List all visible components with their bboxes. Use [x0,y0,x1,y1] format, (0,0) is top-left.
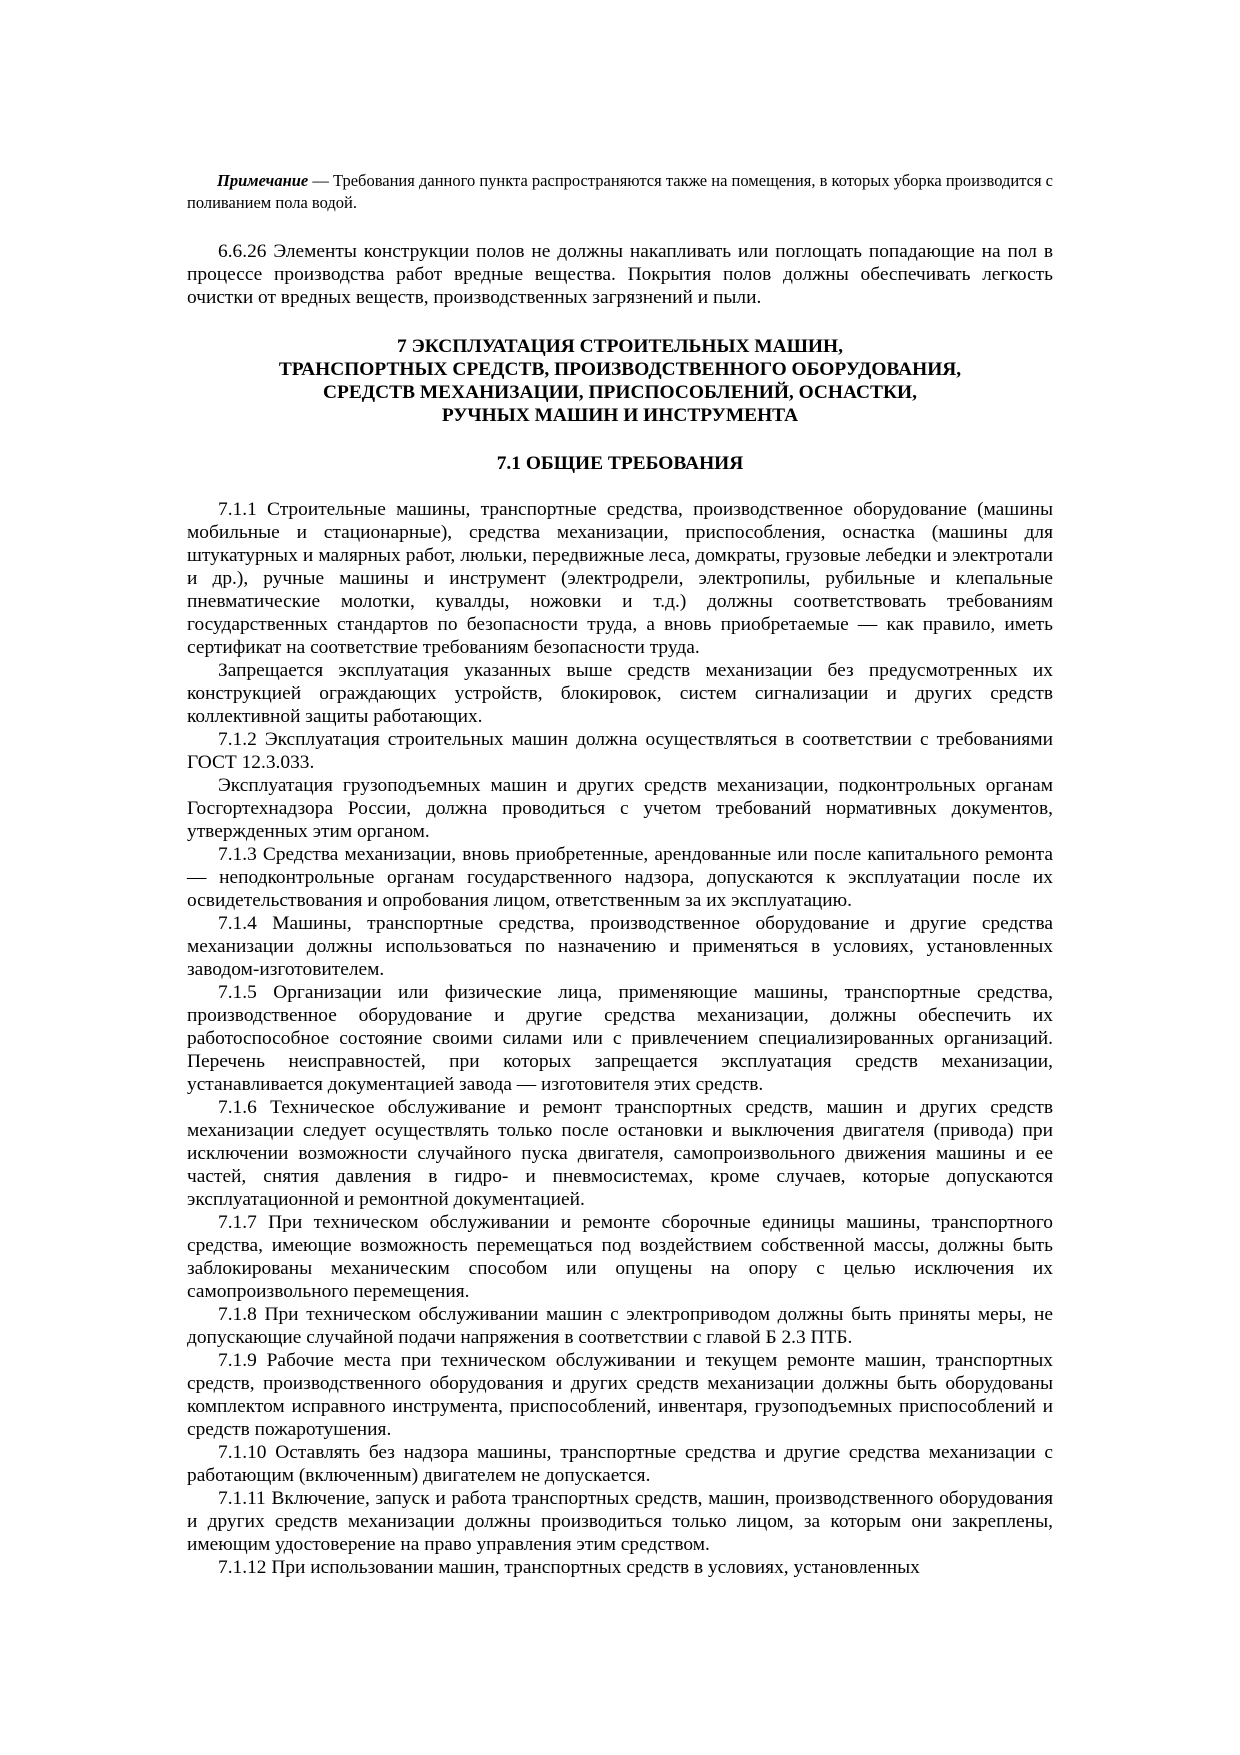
paragraph-7-1-6: 7.1.6 Техническое обслуживание и ремонт транспортных средств, машин и других средств механизации следует осуществлять только после остановки и выключения двигателя (привода) при исключении возможности случайного пуска двигателя, самопроизвольного движения машины и ее частей, снятия давления в гидро- и пневмосистемах, кроме случаев, которые допускаются эксплуатационной и ремонтной документацией. [187,1097,1053,1210]
paragraph-7-1-10: 7.1.10 Оставлять без надзора машины, транспортные средства и другие средства механизации с работающим (включенным) двигателем не допускается. [187,1442,1053,1486]
paragraph-7-1-4: 7.1.4 Машины, транспортные средства, производственное оборудование и другие средства механизации должны использоваться по назначению и применяться в условиях, установленных заводом-изготовителем. [187,913,1053,980]
paragraph-7-1-11: 7.1.11 Включение, запуск и работа транспортных средств, машин, производственного оборудования и других средств механизации должны производиться только лицом, за которым они закреплены, имеющим удостоверение на право управления этим средством. [187,1488,1053,1555]
paragraph-7-1-5: 7.1.5 Организации или физические лица, применяющие машины, транспортные средства, производственное оборудование и другие средства механизации, должны обеспечить их работоспособное состояние своими силами или с привлечением специализированных организаций. Перечень неисправностей, при которых запрещается эксплуатация средств механизации, устанавливается документацией завода — изготовителя этих средств. [187,982,1053,1095]
paragraph-gosgortekhnadzor: Эксплуатация грузоподъемных машин и других средств механизации, подконтрольных органам Госгортехнадзора России, должна проводиться с учетом требований нормативных документов, утвержденных этим органом. [187,775,1053,842]
section-title-line: СРЕДСТВ МЕХАНИЗАЦИИ, ПРИСПОСОБЛЕНИЙ, ОСНАСТКИ, [323,382,917,403]
note-label: Примечание [217,171,309,190]
section-title-line: 7 ЭКСПЛУАТАЦИЯ СТРОИТЕЛЬНЫХ МАШИН, [397,336,843,357]
paragraph-7-1-8: 7.1.8 При техническом обслуживании машин с электроприводом должны быть приняты меры, не допускающие случайной подачи напряжения в соответствии с главой Б 2.3 ПТБ. [187,1304,1053,1348]
section-title-line: ТРАНСПОРТНЫХ СРЕДСТВ, ПРОИЗВОДСТВЕННОГО ОБОРУДОВАНИЯ, [278,359,962,380]
subsection-7-1-title: 7.1 ОБЩИЕ ТРЕБОВАНИЯ [496,453,744,474]
paragraph-7-1-7: 7.1.7 При техническом обслуживании и ремонте сборочные единицы машины, транспортного средства, имеющие возможность перемещаться под воздействием собственной массы, должны быть заблокированы механическим способом или опущены на опору с целью исключения их самопроизвольного перемещения. [187,1212,1053,1302]
paragraph-6-6-26: 6.6.26 Элементы конструкции полов не должны накапливать или поглощать попадающие на пол в процессе производства работ вредные вещества. Покрытия полов должны обеспечивать легкость очистки от вредных веществ, производственных загрязнений и пыли. [187,241,1053,308]
paragraph-7-1-12: 7.1.12 При использовании машин, транспортных средств в условиях, установленных [218,1557,920,1578]
section-7-title [187,335,1053,427]
paragraph-7-1-1: 7.1.1 Строительные машины, транспортные средства, производственное оборудование (машины мобильные и стационарные), средства механизации, приспособления, оснастка (машины для штукатурных и малярных работ, люльки, передвижные леса, домкраты, грузовые лебедки и электротали и др.), ручные машины и инструмент (электродрели, электропилы, рубильные и клепальные пневматические молотки, кувалды, ножовки и т.д.) должны соответствовать требованиям государственных стандартов по безопасности труда, а вновь приобретаемые — как правило, иметь сертификат на соответствие требованиям безопасности труда. [187,499,1053,658]
paragraph-7-1-3: 7.1.3 Средства механизации, вновь приобретенные, арендованные или после капитального ремонта — неподконтрольные органам государственного надзора, допускаются к эксплуатации после их освидетельствования и опробования лицом, ответственным за их эксплуатацию. [187,844,1053,911]
note-text: — Требования данного пункта распространяются также на помещения, в которых уборка производится с поливанием пола водой. [187,171,1053,212]
paragraph-prohibition: Запрещается эксплуатация указанных выше средств механизации без предусмотренных их конструкцией ограждающих устройств, блокировок, систем сигнализации и других средств коллективной защиты работающих. [187,660,1053,727]
paragraph-7-1-2: 7.1.2 Эксплуатация строительных машин должна осуществляться в соответствии с требованиями ГОСТ 12.3.033. [187,729,1053,773]
note-paragraph [187,170,1053,214]
page-content [187,170,1053,1579]
section-title-line: РУЧНЫХ МАШИН И ИНСТРУМЕНТА [441,405,799,426]
paragraph-7-1-9: 7.1.9 Рабочие места при техническом обслуживании и текущем ремонте машин, транспортных средств, производственного оборудования и других средств механизации должны быть оборудованы комплектом исправного инструмента, приспособлений, инвентаря, грузоподъемных приспособлений и средств пожаротушения. [187,1350,1053,1440]
